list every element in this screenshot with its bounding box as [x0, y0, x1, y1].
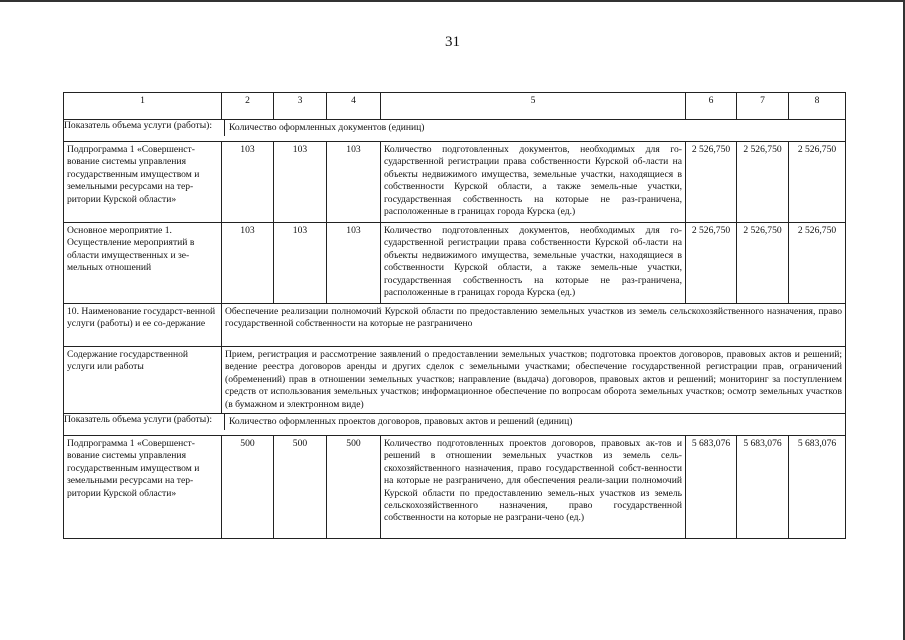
- row-name: Подпрограмма 1 «Совершенст-вование системы управления государственным имуществом и земельными ресурсами на тер-ритории Курской области»: [64, 142, 222, 223]
- cell-value: 5 683,076: [789, 436, 846, 539]
- service-row: [64, 304, 846, 347]
- content-value: Прием, регистрация и рассмотрение заявлений о предоставлении земельных участков; подготовка проектов договоров, правовых актов и решений; ведение реестра договоров аренды и других сделок с земельными участками; обеспечение государственной регистрации прав, ограничений (обременений) прав в отношении земельных участков; направление (выдача) договоров, правовых актов и решений; мониторинг за поступлением средств от использования земельных участков; информационное обеспечение по вопросам оборота земельных участков; осмотр земельных участков (в бумажном и электронном виде): [222, 347, 846, 414]
- program-table: [63, 92, 846, 539]
- cell-value: 2 526,750: [686, 142, 737, 223]
- cell-value: 500: [327, 436, 381, 539]
- row-description: Количество подготовленных документов, необходимых для го-сударственной регистрации права собственности Курской об-ласти на объекты недвижимого имущества, земельные участки, находящиеся в собственности Курской области, а также земель-ные участки, государственная собственность на которые не раз-граничена, расположенные в границах города Курска (ед.): [381, 142, 686, 223]
- col-header: 7: [737, 93, 789, 120]
- indicator-value: Количество оформленных документов (единиц): [229, 122, 425, 133]
- table-row: [64, 223, 846, 304]
- row-name: Основное мероприятие 1. Осуществление мероприятий в области имущественных и зе-мельных отношений: [64, 223, 222, 304]
- table-row: [64, 142, 846, 223]
- scan-border-top: [0, 0, 905, 2]
- cell-value: 103: [222, 223, 274, 304]
- row-name: Подпрограмма 1 «Совершенст-вование системы управления государственным имуществом и земельными ресурсами на тер-ритории Курской области»: [64, 436, 222, 539]
- cell-value: 2 526,750: [789, 223, 846, 304]
- col-header: 1: [64, 93, 222, 120]
- cell-value: 5 683,076: [737, 436, 789, 539]
- header-row: [64, 93, 846, 120]
- col-header: 8: [789, 93, 846, 120]
- cell-value: 103: [327, 223, 381, 304]
- content-label: Содержание государственной услуги или работы: [64, 347, 222, 414]
- cell-value: 500: [274, 436, 327, 539]
- row-description: Количество подготовленных документов, необходимых для го-сударственной регистрации права собственности Курской об-ласти на объекты недвижимого имущества, земельные участки, находящиеся в собственности Курской области, а также земель-ные участки, государственная собственность на которые не раз-граничена, расположенные в границах города Курска (ед.): [381, 223, 686, 304]
- cell-value: 2 526,750: [789, 142, 846, 223]
- page-number: 31: [445, 34, 460, 50]
- indicator-label: Показатель объема услуги (работы):: [64, 120, 226, 137]
- cell-value: 103: [274, 142, 327, 223]
- col-header: 4: [327, 93, 381, 120]
- service-label: 10. Наименование государст-венной услуги (работы) и ее со-держание: [64, 304, 222, 347]
- cell-value: 500: [222, 436, 274, 539]
- col-header: 3: [274, 93, 327, 120]
- cell-value: 103: [327, 142, 381, 223]
- cell-value: 103: [222, 142, 274, 223]
- cell-value: 2 526,750: [737, 142, 789, 223]
- cell-value: 103: [274, 223, 327, 304]
- indicator-row: [64, 120, 846, 142]
- indicator-value: Количество оформленных проектов договоров, правовых актов и решений (единиц): [229, 416, 573, 428]
- cell-value: 5 683,076: [686, 436, 737, 539]
- indicator-label: Показатель объема услуги (работы):: [64, 414, 226, 431]
- service-value: Обеспечение реализации полномочий Курской области по предоставлению земельных участков из земель сельскохозяйственного назначения, право государственной собственности на которые не разграничено: [222, 304, 846, 347]
- cell-value: 2 526,750: [737, 223, 789, 304]
- row-description: Количество подготовленных проектов договоров, правовых ак-тов и решений в отношении земельных участков из земель сель-скохозяйственного назначения, право государственной собст-венности на которые не разграничено, для обеспечения реали-зации полномочий Курской области по предоставлению земель-ных участков из земель сельскохозяйственного назначения, право государственной собственности на которые не разграни-чено (ед.): [381, 436, 686, 539]
- col-header: 2: [222, 93, 274, 120]
- table-row: [64, 436, 846, 539]
- indicator-cell: [64, 414, 846, 436]
- col-header: 5: [381, 93, 686, 120]
- col-header: 6: [686, 93, 737, 120]
- cell-value: 2 526,750: [686, 223, 737, 304]
- content-row: [64, 347, 846, 414]
- indicator-row: [64, 414, 846, 436]
- indicator-cell: [64, 120, 846, 142]
